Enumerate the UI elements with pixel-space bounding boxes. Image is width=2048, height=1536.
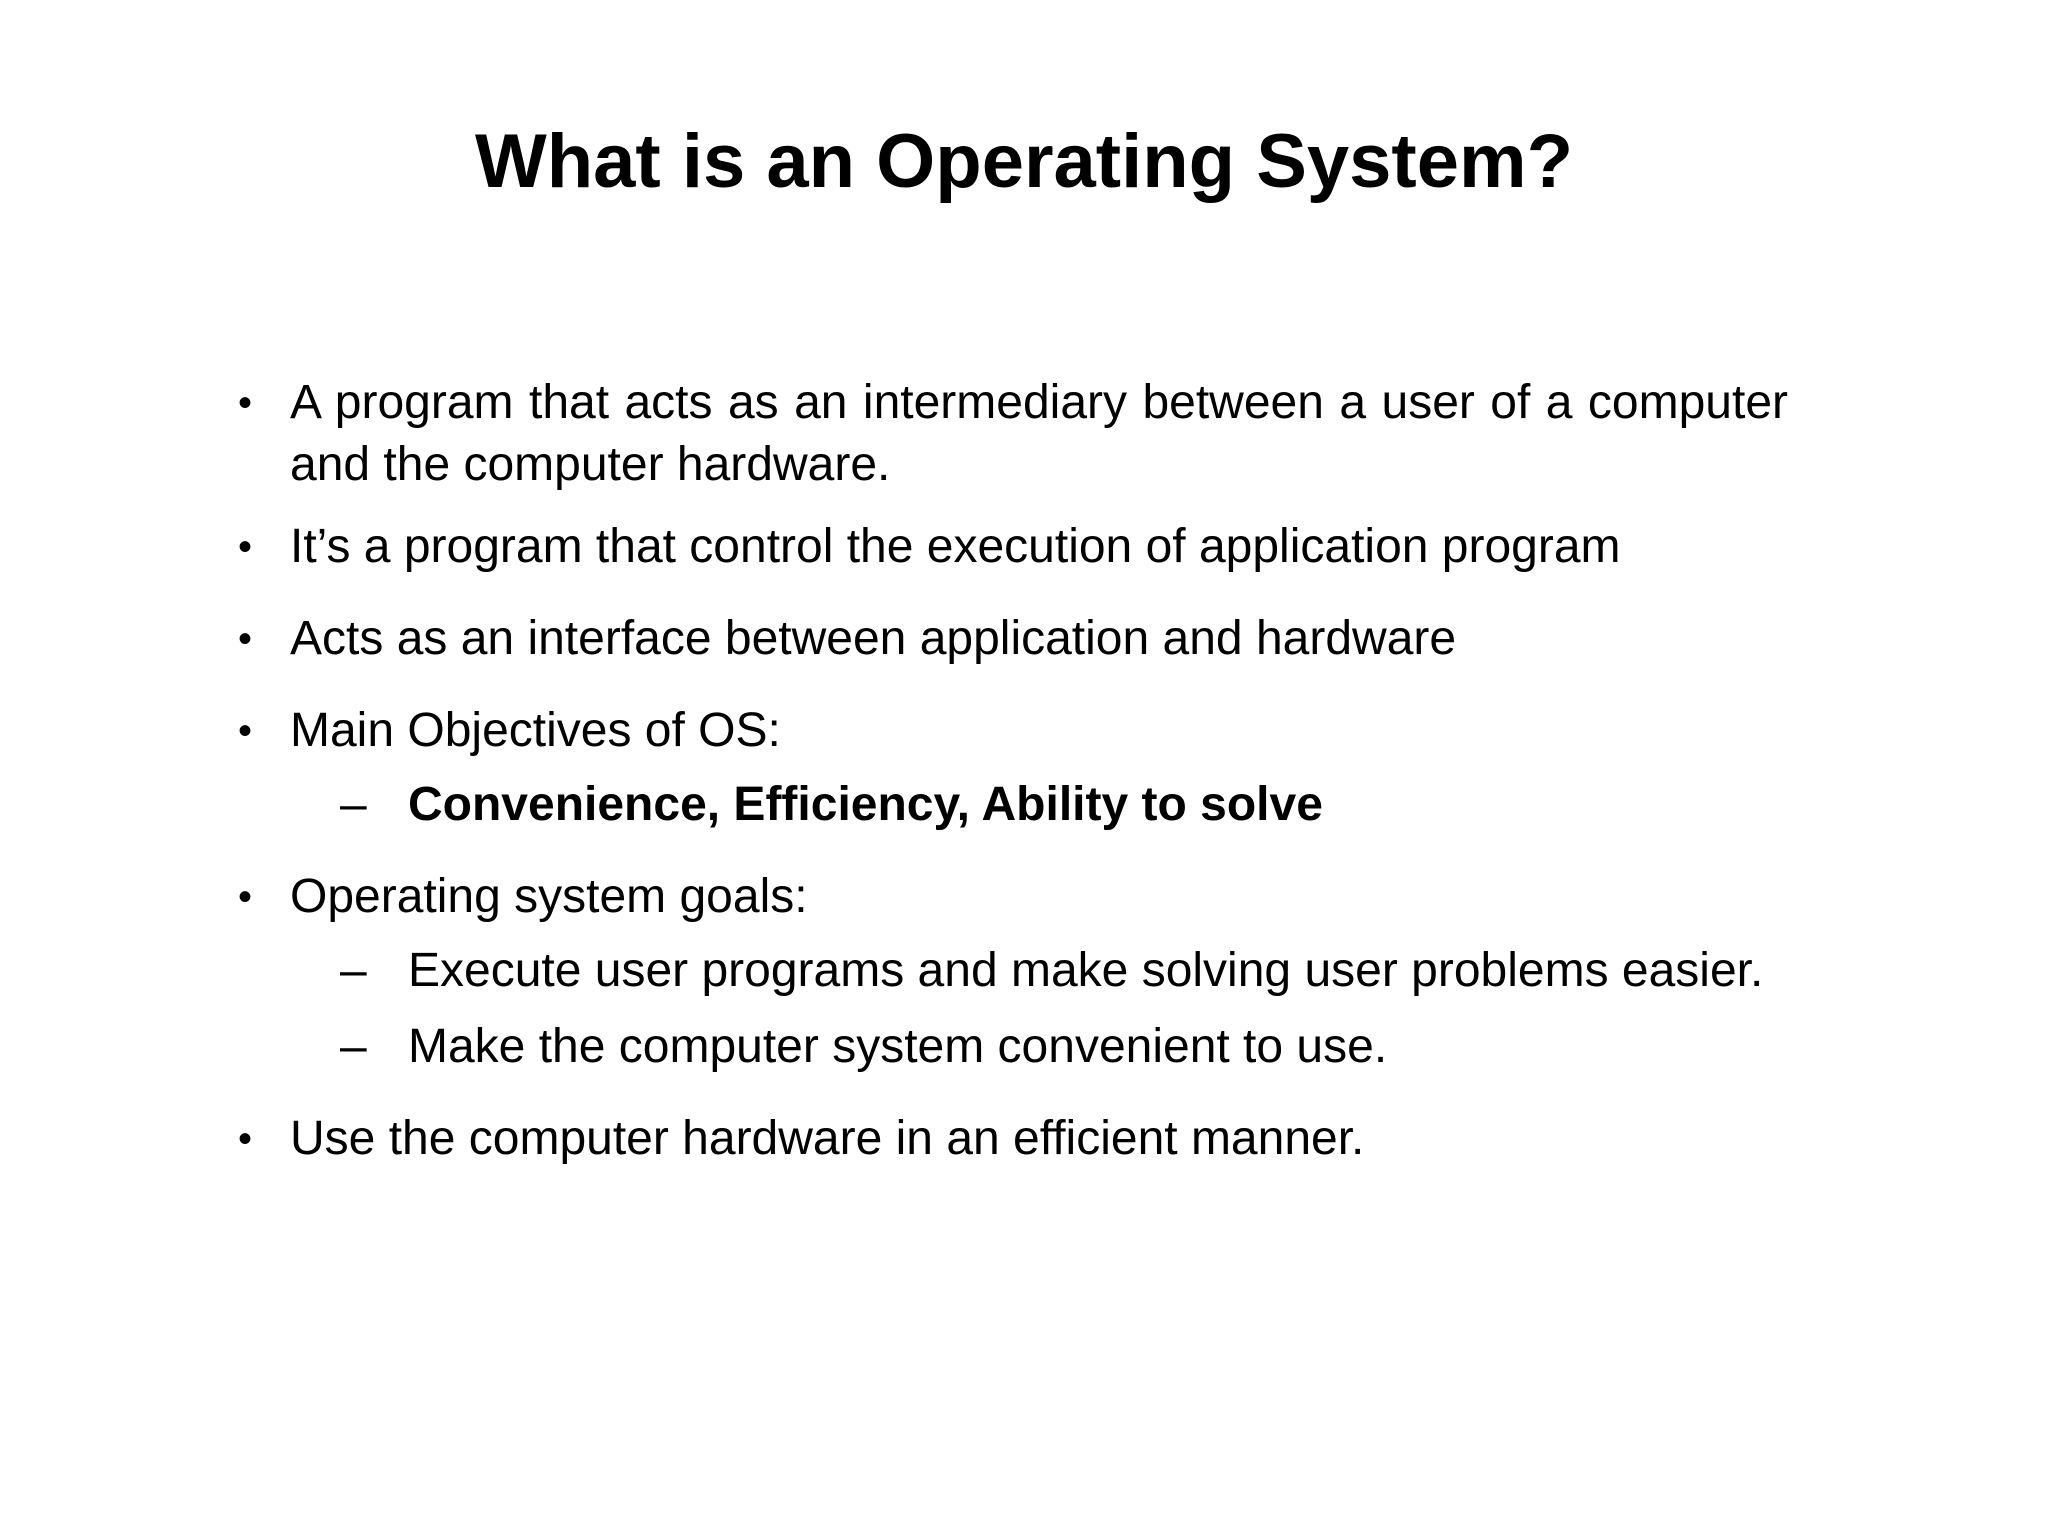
dash-marker: – [340,944,367,997]
bullet-item [238,516,1788,578]
bullet-item [238,700,1788,762]
bullet-marker: • [238,381,253,425]
bullet-item [238,866,1788,928]
bullet-list [238,372,1788,1170]
bullet-marker: • [238,617,253,661]
bullet-item [238,1108,1788,1170]
sub-text: Convenience, Efficiency, Ability to solve [408,778,1323,831]
bullet-marker: • [238,709,253,753]
bullet-text: It’s a program that control the execution of application program [290,520,1621,573]
bullet-text: Main Objectives of OS: [290,704,781,757]
sub-text: Make the computer system convenient to use. [408,1020,1388,1073]
bullet-marker: • [238,875,253,919]
bullet-text: Operating system goals: [290,870,808,923]
bullet-marker: • [238,1117,253,1161]
bullet-marker: • [238,525,253,569]
bullet-text: A program that acts as an intermediary between a user of a computer and the computer hardware. [290,376,1788,491]
bullet-text: Acts as an interface between application and hardware [290,612,1457,665]
dash-marker: – [340,1020,367,1073]
dash-marker: – [340,778,367,831]
sub-item [238,940,1788,1002]
sub-item [238,1016,1788,1078]
slide-title: What is an Operating System? [475,119,1573,204]
bullet-text: Use the computer hardware in an efficient manner. [290,1112,1365,1165]
bullet-item [238,608,1788,670]
sub-text: Execute user programs and make solving user problems easier. [408,944,1764,997]
sub-item [238,774,1788,836]
bullet-item [238,372,1788,496]
